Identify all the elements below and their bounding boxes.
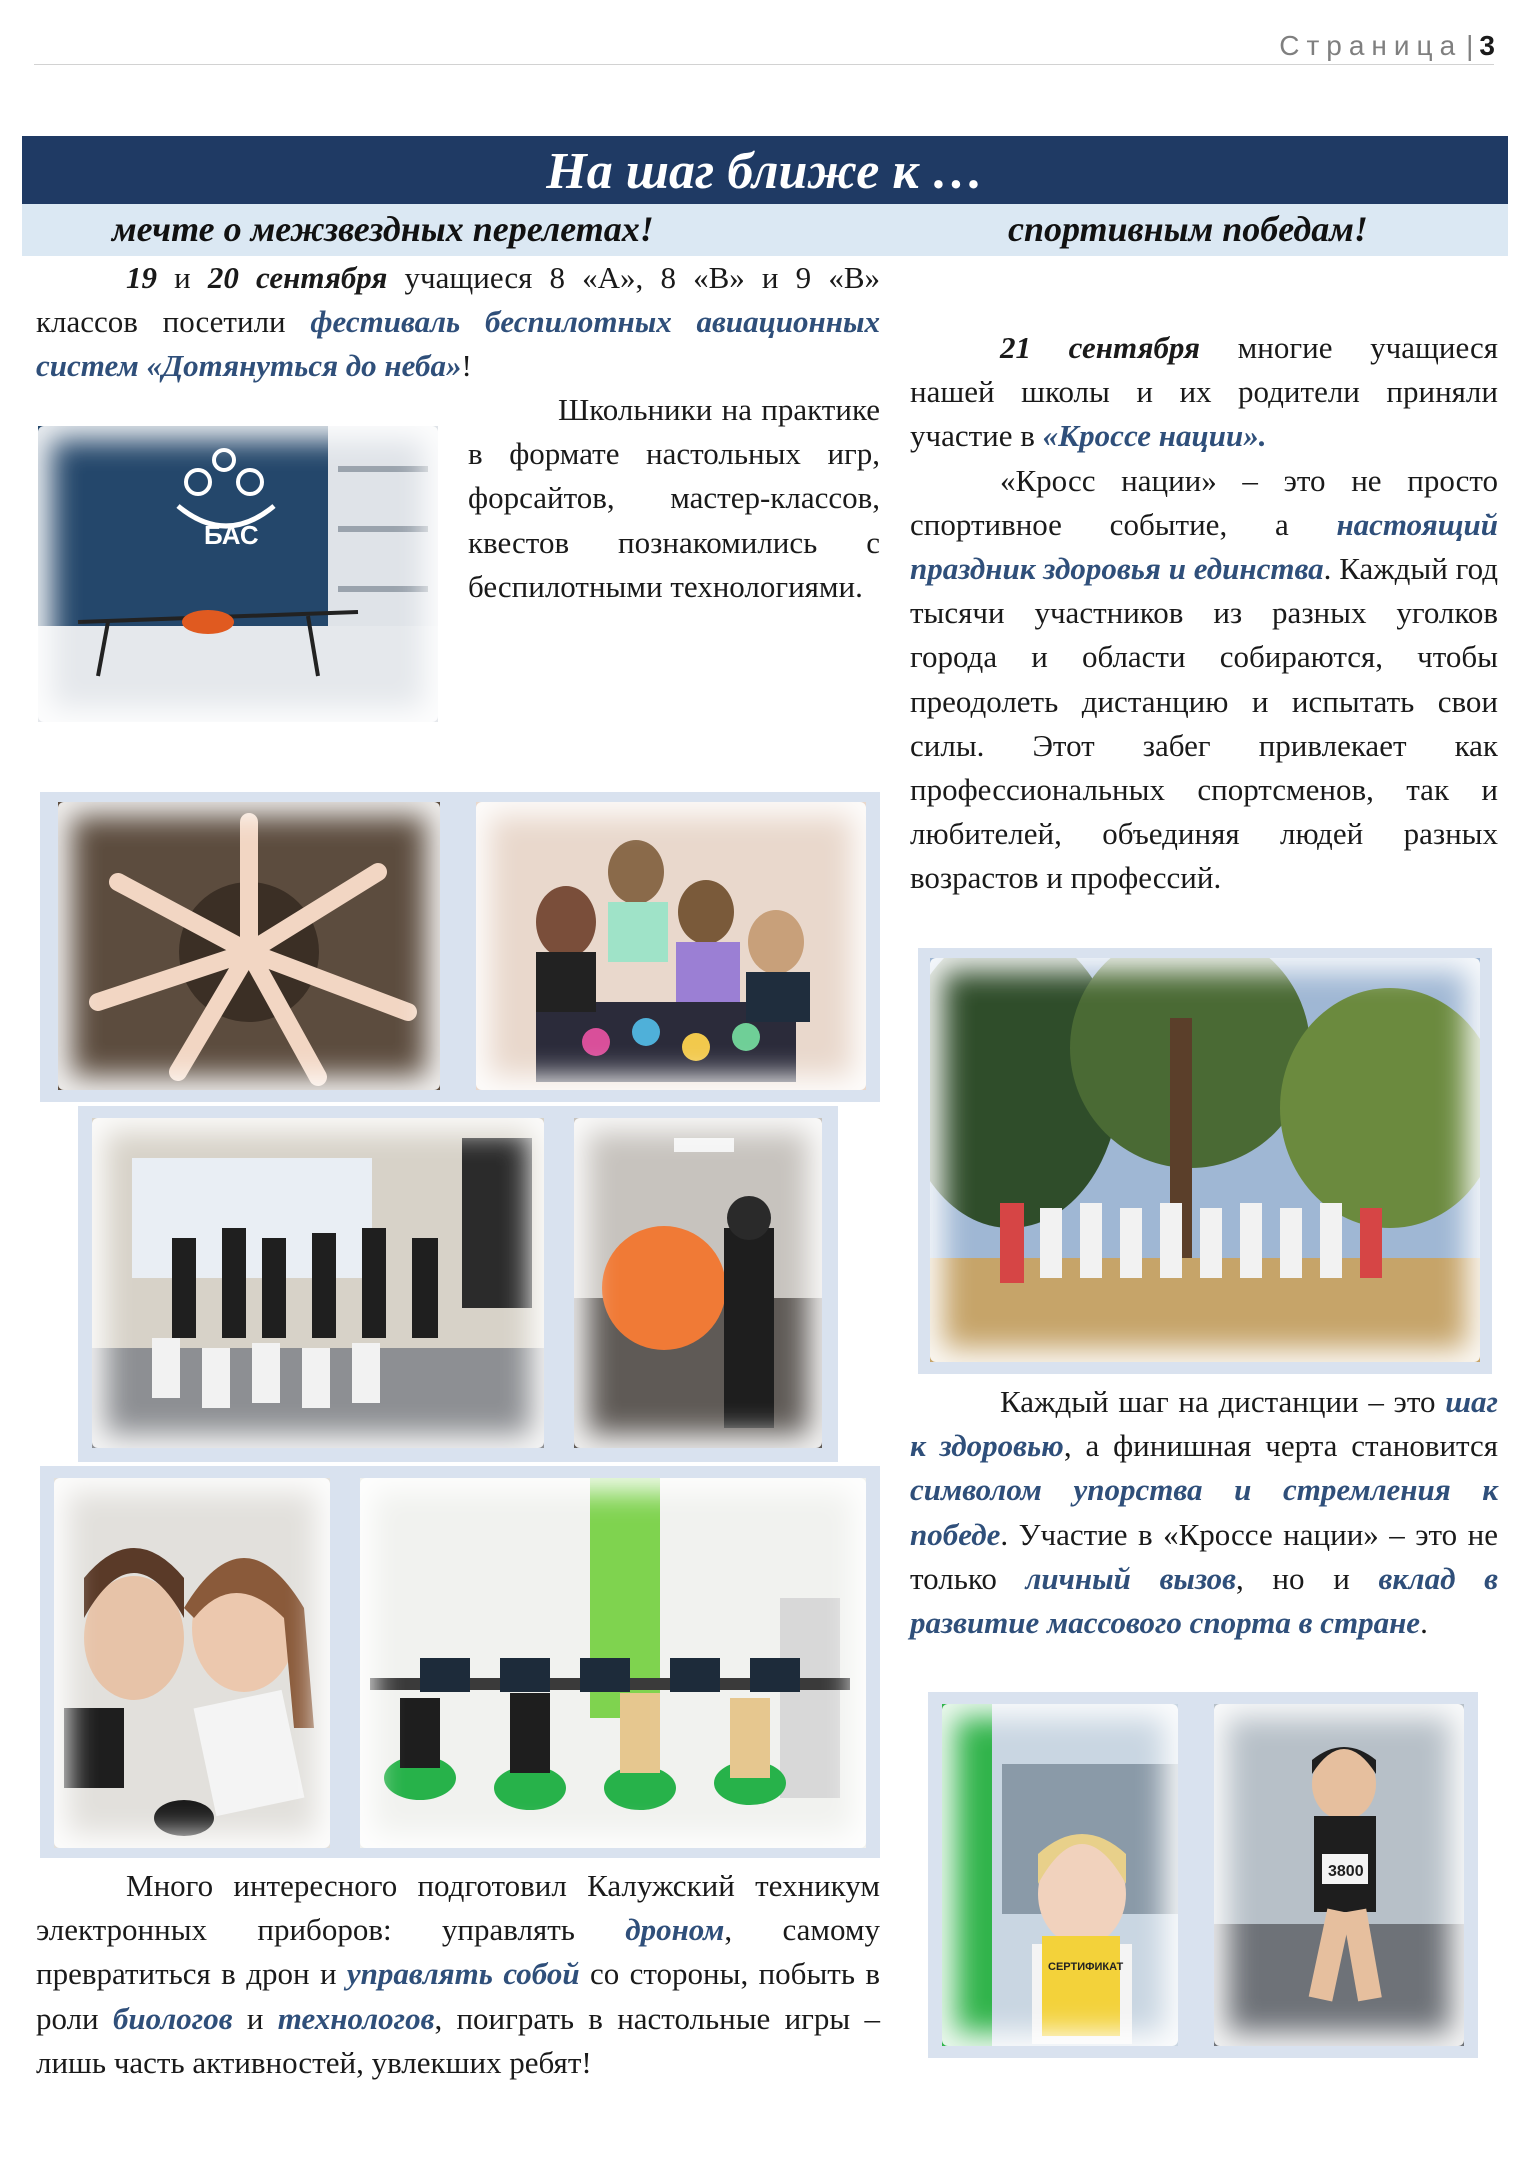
page-label-text: Страница xyxy=(1279,30,1463,61)
subheading-right: спортивным победам! xyxy=(1008,209,1368,249)
right-text-block-2 xyxy=(910,1380,1498,1645)
holiday-highlight: настоящий праздник здоровья и единства xyxy=(910,506,1498,587)
biologists-highlight: биологов xyxy=(112,2000,233,2036)
page-label-separator: | xyxy=(1466,30,1474,61)
cross-nation-highlight: «Кроссе нации». xyxy=(1042,418,1267,454)
svg-text:3800: 3800 xyxy=(1328,1863,1364,1880)
date-20-september: 20 сентября xyxy=(207,260,388,295)
date-21-september: 21 сентября xyxy=(1000,330,1200,365)
drone-lab-photo xyxy=(38,426,438,722)
drone-highlight: дроном xyxy=(625,1912,725,1948)
control-self-highlight: управлять собой xyxy=(346,1956,580,1992)
technologists-highlight: технологов xyxy=(277,2000,435,2036)
board-game-photo xyxy=(476,802,866,1090)
subheading-left: мечте о межзвездных перелетах! xyxy=(112,209,654,249)
page-number-label xyxy=(1279,30,1495,62)
header-rule xyxy=(34,64,1494,65)
cross-description-paragraph: «Кросс нации» – это не просто спортивное событие, а настоящий праздник здоровья и единства. Каждый год тысячи участников из разных уголков города и области собираются, чтобы преодолеть дистанцию и испытать свои силы. Этот забег привлекает как профессиональных спортсменов, так и любителей, объединяя людей разных возрастов и профессий. xyxy=(910,462,1498,896)
selfie-photo xyxy=(54,1478,330,1848)
mass-sport-highlight: вклад в развитие массового спорта в стране xyxy=(910,1560,1498,1641)
run-group-photo xyxy=(930,958,1480,1362)
health-step-highlight: шаг к здоровью xyxy=(910,1384,1498,1464)
svg-text:БАС: БАС xyxy=(204,520,259,550)
step-paragraph: Каждый шаг на дистанции – это шаг к здоровью, а финишная черта становится символом упорства и стремления к победе. Участие в «Кроссе нации» – это не только личный вызов, но и вклад в развитие массового спорта в стране. xyxy=(910,1384,1498,1641)
group-photo-stairs xyxy=(92,1118,544,1448)
headline-banner: На шаг ближе к … xyxy=(22,136,1508,204)
certificate-girl-photo xyxy=(942,1704,1178,2046)
cross-intro-paragraph: 21 сентября многие учащиеся нашей школы и их родители приняли участие в «Кроссе нации». xyxy=(910,330,1498,454)
festival-highlight: фестиваль беспилотных авиационных систем «Дотянуться до неба» xyxy=(36,304,880,384)
schoolkids-paragraph: Школьники на практике в формате настольных игр, форсайтов, мастер-классов, квестов познакомились с беспилотными технологиями. xyxy=(468,392,880,604)
vr-ball-photo xyxy=(574,1118,822,1448)
page-number: 3 xyxy=(1479,30,1495,61)
right-text-block-1 xyxy=(910,326,1498,901)
personal-challenge-highlight: личный вызов xyxy=(1025,1560,1236,1596)
left-intro-paragraph: 19 и 20 сентября учащиеся 8 «А», 8 «В» и 9 «В» классов посетили фестиваль беспилотных авиационных систем «Дотянуться до неба»! xyxy=(36,260,880,384)
runner-boy-photo xyxy=(1214,1704,1464,2046)
left-closing-paragraph: Много интересного подготовил Калужский техникум электронных приборов: управлять дроном, самому превратиться в дрон и управлять собой со стороны, побыть в роли биологов и технологов, поиграть в настольные игры – лишь часть активностей, увлекших ребят! xyxy=(36,1868,881,2080)
svg-text:СЕРТИФИКАТ: СЕРТИФИКАТ xyxy=(1048,1961,1124,1973)
computer-class-photo xyxy=(360,1478,866,1848)
persistence-highlight: символом упорства и стремления к победе xyxy=(910,1472,1498,1552)
hands-circle-photo xyxy=(58,802,440,1090)
date-19: 19 xyxy=(126,260,157,295)
